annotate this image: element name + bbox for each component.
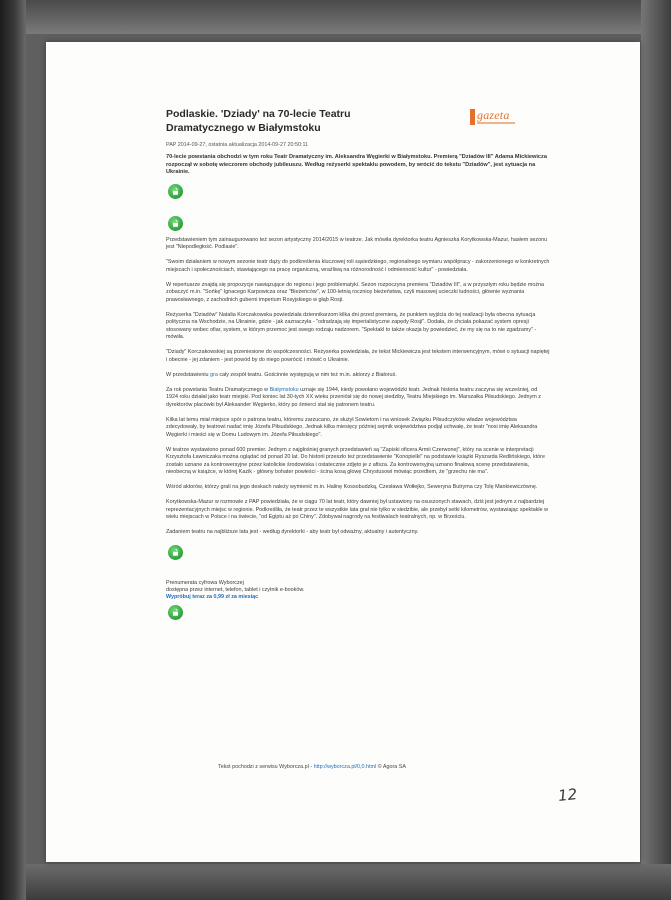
paragraph-6-start: W przedstawieniu xyxy=(166,371,211,378)
paragraph-7-end: uznaje się 1944, kiedy powołano wojewódzki teatr. Jednak historia teatru zaczyna się wcześniej, od 1924 roku działał jako teatr miejski. Pod koniec lat 30-tych XX wieku przeniósł się do nowej siedziby, Teatru Miejskiego im. Marszałka Piłsudskiego. Jednym z dyrektorów placówki był Aleksander Węgierko, który po śmierci stał się patronem teatru. xyxy=(166,386,541,408)
paragraph-5: "Dziady" Korczakowskiej są przeniesione do współczesności. Reżyserka powiedziała, że tekst Mickiewicza jest tekstem interwencyjnym, mówi o sytuacji napiętej i obecnie - jej zdaniem - jest powód by do niego powrócić i mówić o Ukrainie. xyxy=(166,349,550,363)
paragraph-10: Wśród aktorów, którzy grali na jego deskach należy wymienić m.in. Halinę Kossobudzką, Czesława Wołłejko, Seweryna Butryma czy Tolę Mankiewiczównę. xyxy=(166,484,538,491)
unlocked-padlock-icon[interactable] xyxy=(168,184,183,199)
subscription-line-1: Prenumerata cyfrowa Wyborczej xyxy=(166,579,244,586)
paragraph-2: "Swoim działaniem w nowym sezonie teatr dąży do podkreślenia kluczowej roli sąsiedzkiego, regionalnego wymiaru współpracy - zakorzenionego w konkretnych miejscach i społecznościach, stawiającego na pracę organiczną, wrażliwą na różnorodność i odmienność kultur" - powiedziała. xyxy=(166,259,550,273)
footer-prefix: Tekst pochodzi z serwisu Wyborcza.pl - xyxy=(218,764,314,770)
paragraph-8: Kilka lat temu miał miejsce spór o patrona teatru, któremu zarzucano, że służył Sowietom i na wniosek Związku Piłsudczyków władze województwa zdecydowały, by teatrowi nadać imię Józefa Piłsudskiego. Jednak kilka miesięcy później sejmik województwa podjął uchwałę, że teatr "nosi imię Aleksandra Węgierki i mieści się w Domu Ludowym im. Józefa Piłsudskiego". xyxy=(166,416,538,438)
article-lead: 70-lecie powstania obchodzi w tym roku Teatr Dramatyczny im. Aleksandra Węgierki w Białymstoku. Premierą "Dziadów III" Adama Mickiewicza rozpoczął w sobotę wieczorem obchody jubileuszu. Według reżyserki spektaklu powodem, by wrócić do tekstu "Dziadów", jest sytuacja na Ukrainie. xyxy=(166,154,547,176)
paragraph-4: Reżyserka "Dziadów" Natalia Korczakowska powiedziała dziennikarzom kilka dni przed premierą, że punktem wyjścia do tej realizacji była obecna sytuacja polityczna na Wschodzie, na Ukrainie, gdzie - jak zaznaczyła - "odradzają się imperialistyczne zapędy Rosji". Dodała, że chciała pokazać system opresji stosowany wobec ofiar, system, w którym przemoc jest swego rodzaju nadzorem. "Spektakl to także okazja by powiedzieć, że my się na to nie zgadzamy" - mówiła. xyxy=(166,311,537,341)
paragraph-9: W teatrze wystawiono ponad 600 premier. Jednym z najgłośniej granych przedstawień są "Zapiski oficera Armii Czerwonej", który na scenie w interpretacji Krzysztofa Ławniczaka można oglądać od ponad 20 lat. Do historii przeszło też przedstawienie "Konopielki" na podstawie książki Ryszarda Redlińskiego, które zostało uznane za kontrowersyjne przez katolickie środowiska i ostatecznie zdjęto je z afisza. Za kontrowersyjną uznano finałową scenę przedstawienia, nieobecną w książce, w której Kazik - główny bohater powieści - ścina kosą głowę Chrystusowi mówiąc przedtem, że "grzechu nie ma". xyxy=(166,446,545,476)
handwritten-page-number: 12 xyxy=(557,785,578,805)
paragraph-6 xyxy=(166,372,550,380)
article-title: Podlaskie. 'Dziady' na 70-lecie Teatru Dramatycznego w Białymstoku xyxy=(166,108,351,134)
paragraph-7-start: Za rok powstania Teatru Dramatycznego w xyxy=(166,386,270,393)
paragraph-12: Zadaniem teatru na najbliższe lata jest - według dyrektorki - aby teatr był odważny, aktualny i autentyczny. xyxy=(166,529,419,536)
unlocked-padlock-icon[interactable] xyxy=(168,545,183,560)
page-footer xyxy=(120,764,504,770)
scan-top-edge xyxy=(26,0,671,34)
footer-url-link[interactable]: http://wyborcza.pl/0,0.html xyxy=(313,764,377,770)
article-meta: PAP 2014-09-27, ostatnia aktualizacja 2014-09-27 20:50:11 xyxy=(166,142,309,148)
subscription-cta-link[interactable]: Wypróbuj teraz za 0,99 zł za miesiąc xyxy=(166,593,259,600)
subscription-line-2: dostępna przez internet, telefon, tablet i czytnik e-booków. xyxy=(166,586,305,593)
unlocked-padlock-icon[interactable] xyxy=(168,605,183,620)
unlocked-padlock-icon[interactable] xyxy=(168,216,183,231)
scanned-page xyxy=(46,42,640,862)
logo-text: gazeta xyxy=(477,108,510,122)
paragraph-6-end: cały zespół teatru. Gościnnie występują w nim też m.in. aktorzy z Białoruś. xyxy=(217,371,397,378)
subscription-box xyxy=(166,580,550,601)
scan-right-edge xyxy=(641,0,671,900)
link-gra[interactable]: gra xyxy=(210,371,218,378)
paragraph-3: W repertuarze znajdą się propozycje nawiązujące do regionu i jego problematyki. Sezon rozpoczyna premiera "Dziadów III", a w przyszłym roku będzie można zobaczyć m.in. "Sońkę" Ignacego Karpowicza oraz "Bieżeńców", w 100-letnią rocznicę bieżeństwa, czyli masowej ucieczki ludności, głównie wyznania prawosławnego, z zachodnich guberni imperium Rosyjskiego w głąb Rosji. xyxy=(166,281,545,303)
paragraph-11: Korytkowska-Mazur w rozmowie z PAP powiedziała, że w ciągu 70 lat teatr, który dawniej był ustawiony na osuszonych stawach, dziś jest jednym z najbardziej reprezentacyjnych miejsc w regionie. Podkreśliła, że teatr przez te wszystkie lata grał nie tylko w siedzibie, ale przebył setki kilometrów, wystawiając spektakle w wielu miejscach w Polsce i na świecie, "od Egiptu aż po Chiny". Zdobywał nagrody na festiwalach teatralnych, np. w Brześciu. xyxy=(166,499,548,521)
paragraph-7 xyxy=(166,387,550,410)
paragraph-1: Przedstawieniem tym zainaugurowano też sezon artystyczny 2014/2015 w teatrze. Jak mówiła dyrektorka teatru Agnieszka Korytkowska-Mazur, hasłem sezonu jest "Niepodległość. Podlasie". xyxy=(166,236,548,251)
article xyxy=(166,108,550,628)
scan-left-edge xyxy=(0,0,26,900)
footer-suffix: © Agora SA xyxy=(376,764,406,770)
link-bialystok[interactable]: Białymstoku xyxy=(269,386,299,393)
scan-bottom-edge xyxy=(26,864,671,900)
